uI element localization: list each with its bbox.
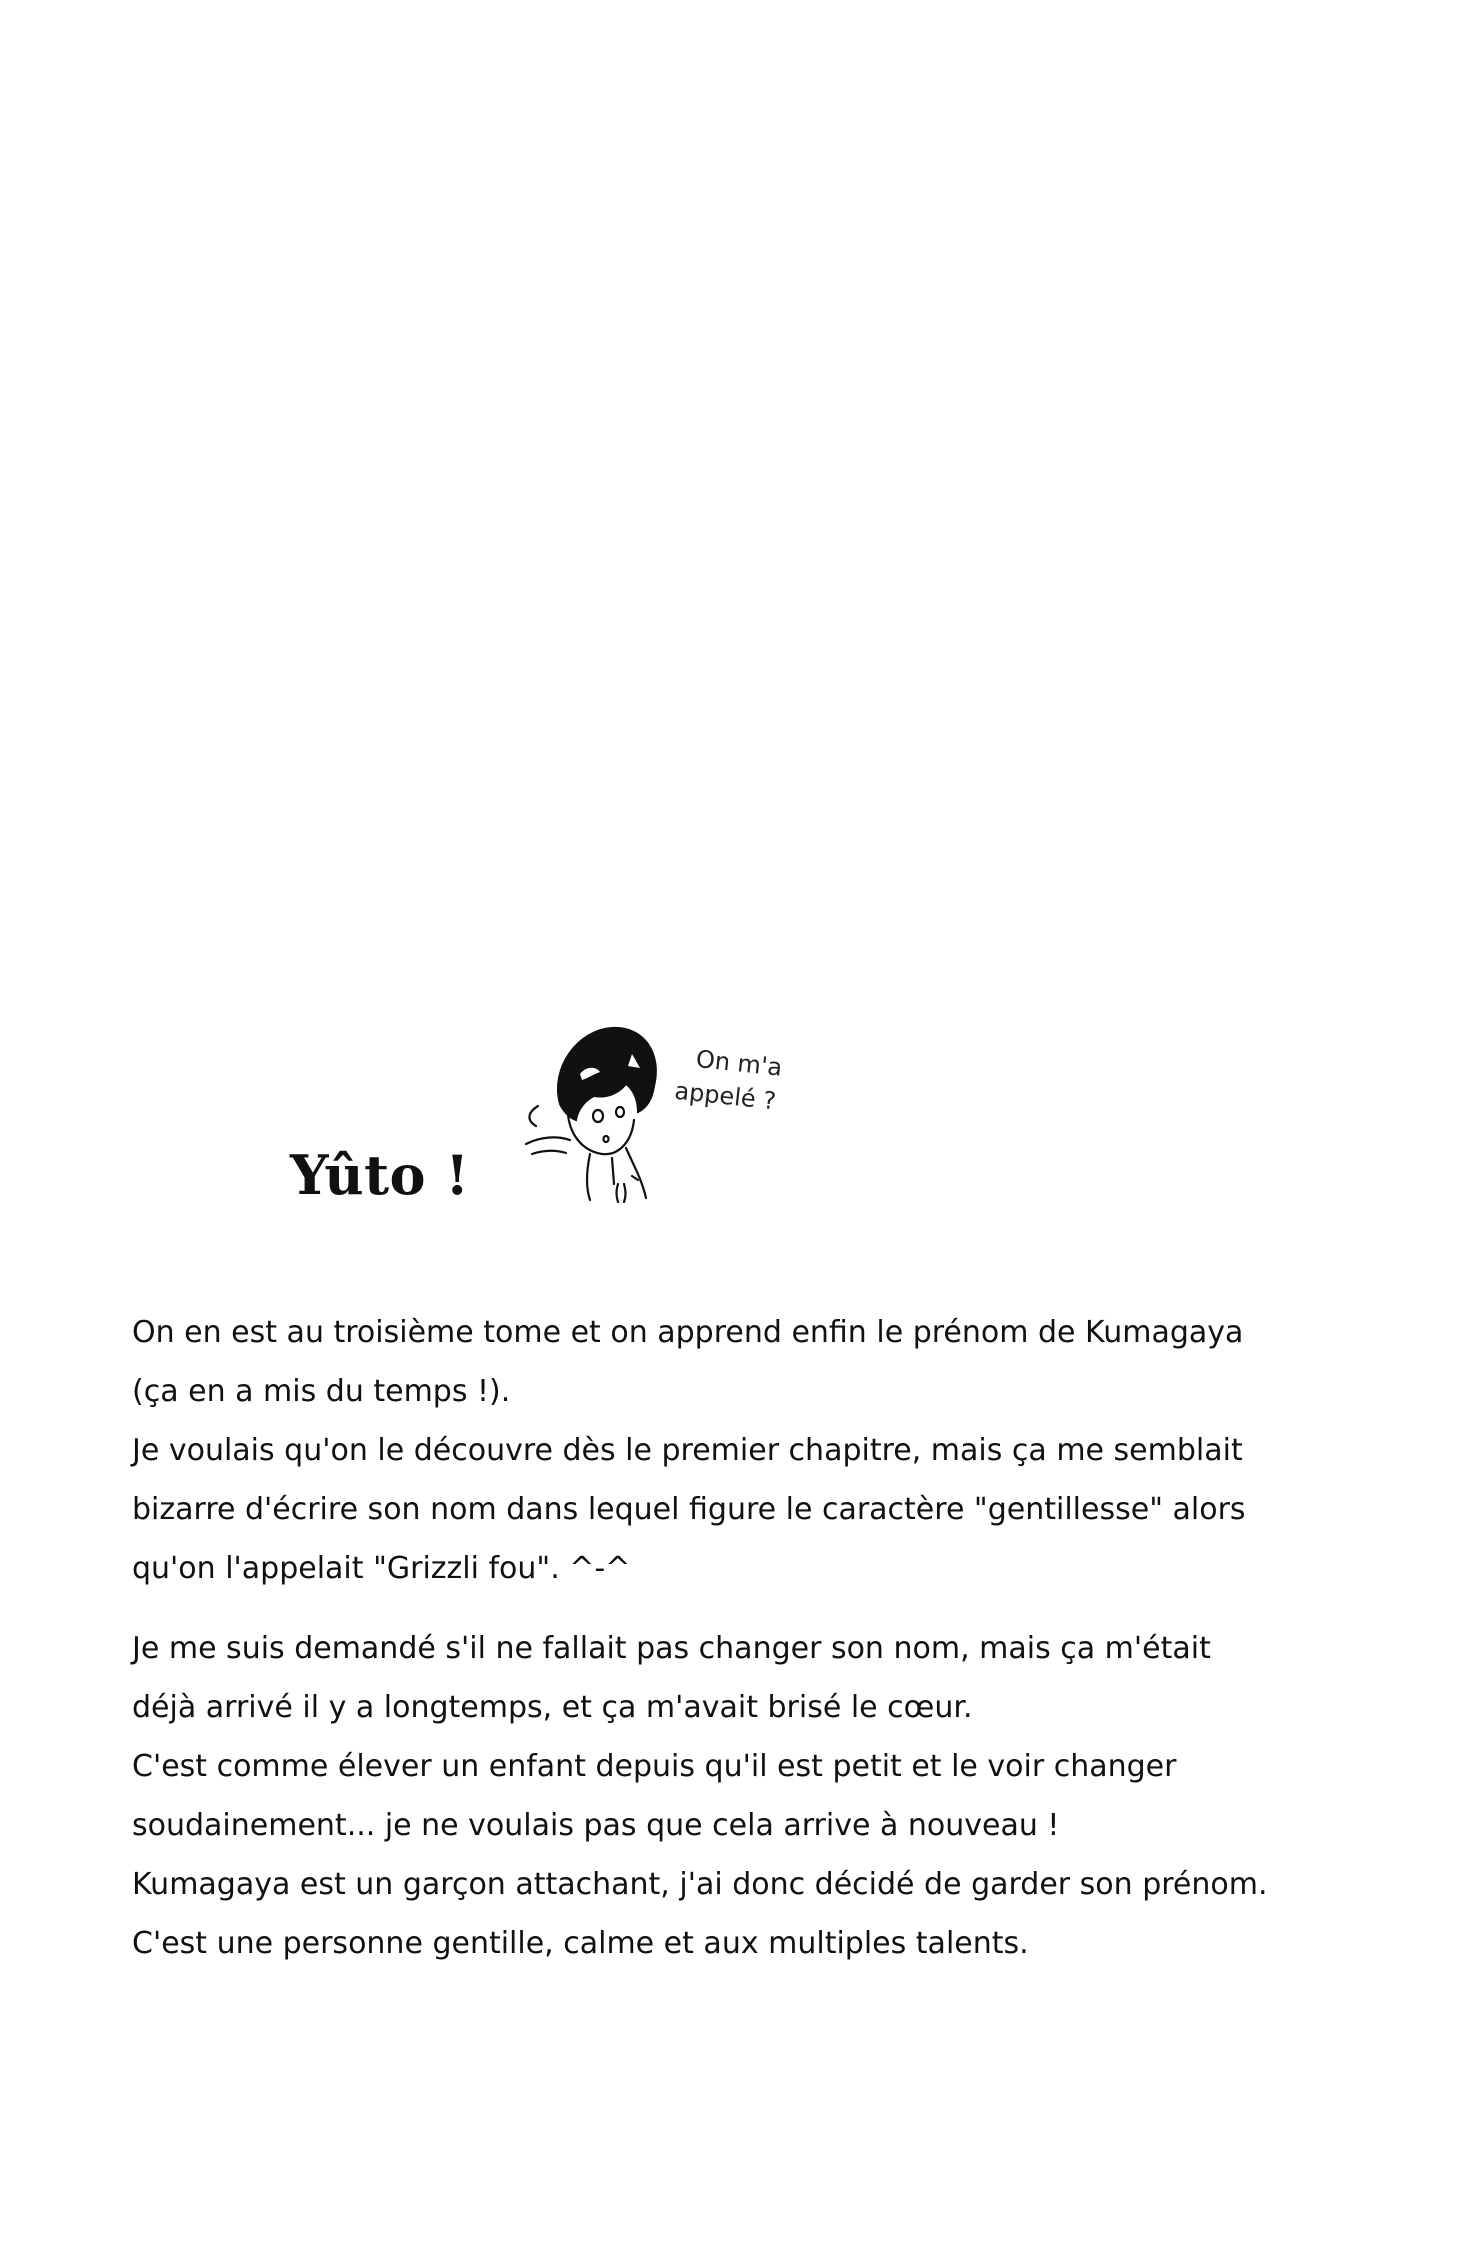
text-line: bizarre d'écrire son nom dans lequel figure le caractère "gentillesse" alors	[132, 1492, 1246, 1527]
speech-line-1: On m'a	[694, 1044, 784, 1082]
motion-line-icon	[532, 1151, 566, 1154]
paragraph-2	[132, 1619, 1362, 1973]
motion-line-icon	[529, 1106, 538, 1126]
text-line: On en est au troisième tome et on apprend enfin le prénom de Kumagaya	[132, 1315, 1244, 1350]
hair-shape	[558, 1028, 656, 1120]
text-line: déjà arrivé il y a longtemps, et ça m'avait brisé le cœur.	[132, 1690, 973, 1725]
text-line: C'est comme élever un enfant depuis qu'il est petit et le voir changer	[132, 1749, 1177, 1784]
text-line: Kumagaya est un garçon attachant, j'ai donc décidé de garder son prénom.	[132, 1867, 1268, 1902]
motion-line-icon	[526, 1137, 570, 1144]
text-line: Je me suis demandé s'il ne fallait pas changer son nom, mais ça m'était	[132, 1631, 1211, 1666]
page-title: Yûto !	[290, 1143, 470, 1207]
speech-line-2: appelé ?	[673, 1076, 778, 1116]
text-line: (ça en a mis du temps !).	[132, 1374, 511, 1409]
text-line: Je voulais qu'on le découvre dès le premier chapitre, mais ça me semblait	[132, 1433, 1243, 1468]
chibi-character-illustration	[520, 1008, 670, 1203]
afterword-text	[132, 1303, 1362, 1973]
speech-bubble-text	[673, 1040, 819, 1122]
text-line: C'est une personne gentille, calme et aux multiples talents.	[132, 1926, 1029, 1961]
text-line: soudainement... je ne voulais pas que cela arrive à nouveau !	[132, 1808, 1060, 1843]
text-line: qu'on l'appelait "Grizzli fou". ^-^	[132, 1551, 631, 1586]
paragraph-1	[132, 1303, 1362, 1598]
